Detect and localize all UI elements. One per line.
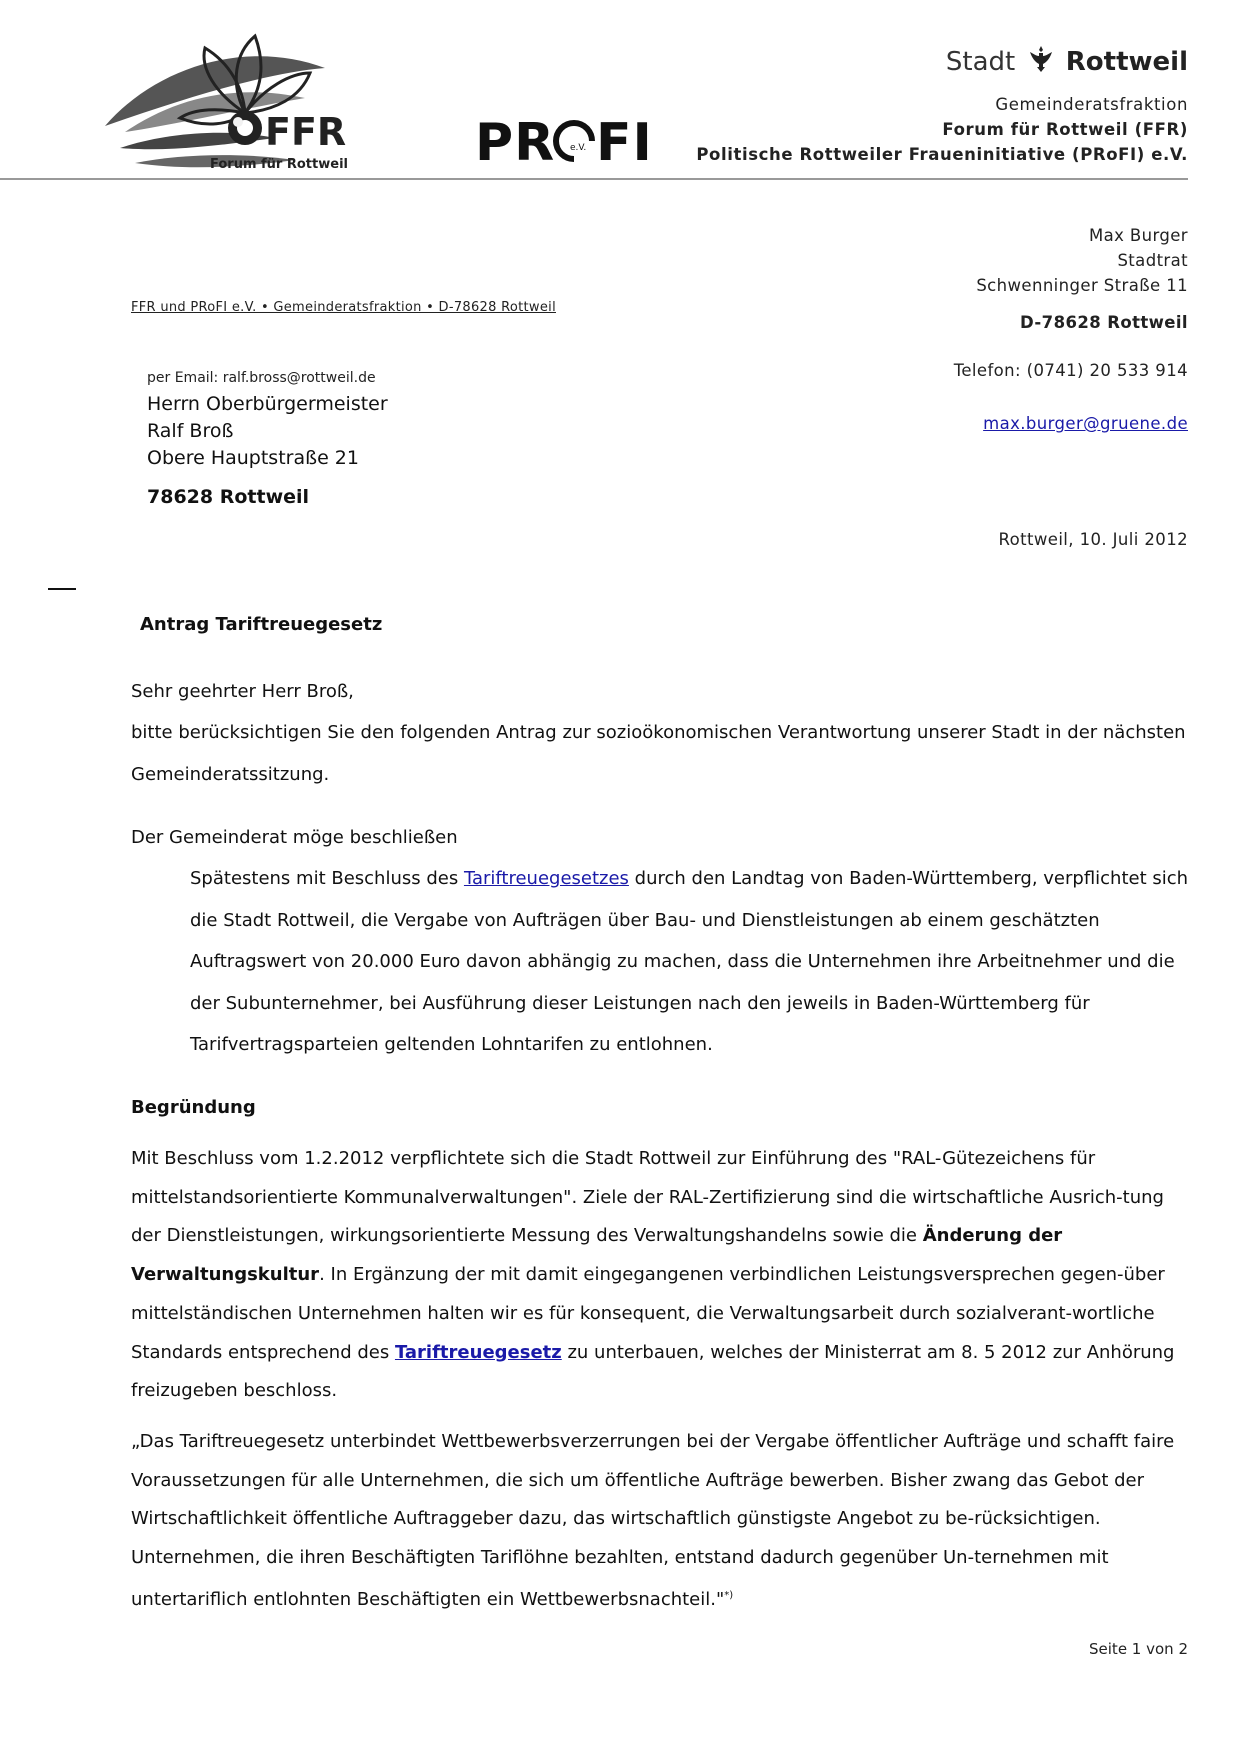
- recipient-title: Herrn Oberbürgermeister: [147, 393, 388, 415]
- header-fraktion: Gemeinderatsfraktion: [995, 95, 1188, 114]
- page-number: Seite 1 von 2: [1089, 1640, 1188, 1658]
- rottweil-word: Rottweil: [1065, 47, 1188, 77]
- stadt-rottweil-logo: [946, 44, 1188, 77]
- recipient-city: 78628 Rottweil: [147, 486, 310, 508]
- recipient-email: per Email: ralf.bross@rottweil.de: [147, 370, 376, 386]
- motion-text-post: durch den Landtag von Baden-Württemberg, verpflichtet sich die Stadt Rottweil, die Vergabe von Aufträgen über Bau- und Dienstleistungen ab einem geschätzten Auftragswert von 20.000 Euro davon abhängig zu machen, dass die Unternehmen ihre Arbeitnehmer und die der Subunternehmer, bei Ausführung dieser Leistungen nach den jeweils in Baden-Württemberg für Tarifvertragsparteien geltenden Lohntarifen zu entlohnen.: [190, 868, 1189, 1055]
- svg-text:PR: PR: [475, 113, 556, 168]
- reason-text-1: Mit Beschluss vom 1.2.2012 verpflichtete sich die Stadt Rottweil zur Einführung des "RAL-Gütezeichens für mittelstandsorientierte Kommunalverwaltungen". Ziele der RAL-Zertifizierung sind die wirtschaftliche Ausrich-tung der Dienstleistungen, wirkungsorientierte Messung des Verwaltungshandelns sowie die: [131, 1148, 1164, 1247]
- ffr-logo: [95, 28, 395, 173]
- reason-text-2: . In Ergänzung der mit damit eingegangenen verbindlichen Leistungsversprechen gegen-über mittelständischen Unternehmen halten wir es für konsequent, die Verwaltungsarbeit durch sozialverant-wortliche Standards entsprechend des: [131, 1264, 1165, 1363]
- recipient-name: Ralf Broß: [147, 420, 234, 442]
- recipient-street: Obere Hauptstraße 21: [147, 447, 359, 469]
- sender-name: Max Burger: [1088, 226, 1188, 245]
- svg-text:FI: FI: [596, 113, 653, 168]
- ffr-logo-name: FFR: [265, 110, 347, 154]
- fold-mark: [48, 588, 76, 590]
- tariftreuegesetz-link[interactable]: Tariftreuegesetz: [394, 1341, 562, 1363]
- reason-bold: Änderung der Verwaltungskultur: [131, 1225, 1063, 1286]
- tariftreuegesetzes-link[interactable]: Tariftreuegesetzes: [463, 868, 629, 889]
- ffr-logo-tagline: Forum für Rottweil: [210, 157, 348, 172]
- header-ffr: Forum für Rottweil (FFR): [942, 120, 1188, 139]
- quote-text: „Das Tariftreuegesetz unterbindet Wettbewerbsverzerrungen bei der Vergabe öffentlicher Aufträge und schafft faire Voraussetzungen für alle Unternehmen, die sich um öffentliche Aufträge bewerben. Bisher zwang das Gebot der Wirtschaftlichkeit öffentliche Auftraggeber dazu, das wirtschaftlich günstigste Angebot zu be-rücksichtigen. Unternehmen, die ihren Beschäftigten Tariflöhne bezahlten, entstand dadurch gegenüber Un-ternehmen mit untertariflich entlohnten Beschäftigten ein Wettbewerbsnachteil.": [131, 1431, 1175, 1610]
- return-address: FFR und PRoFI e.V. • Gemeinderatsfraktion • D-78628 Rottweil: [131, 300, 556, 315]
- sender-email-link[interactable]: max.burger@gruene.de: [983, 414, 1188, 433]
- reason-paragraph: [131, 1140, 1189, 1411]
- intro-paragraph: bitte berücksichtigen Sie den folgenden Antrag zur sozioökonomischen Verantwortung unserer Stadt in der nächsten Gemeinderatssitzung.: [131, 722, 1186, 785]
- letter-date: Rottweil, 10. Juli 2012: [998, 530, 1188, 549]
- header-profi: Politische Rottweiler Fraueninitiative (PRoFI) e.V.: [696, 145, 1188, 164]
- motion-text-pre: Spätestens mit Beschluss des: [190, 868, 464, 889]
- reason-heading: Begründung: [131, 1097, 256, 1118]
- quote-footnote-mark: *): [724, 1590, 734, 1601]
- sender-city: D-78628 Rottweil: [1020, 313, 1188, 332]
- sender-phone: Telefon: (0741) 20 533 914: [953, 361, 1188, 380]
- stadt-word: Stadt: [945, 47, 1016, 77]
- profi-logo: [475, 108, 655, 168]
- letter-subject: Antrag Tariftreuegesetz: [140, 614, 383, 635]
- eagle-icon: [1028, 44, 1054, 74]
- motion-text: [190, 858, 1190, 1066]
- sender-street: Schwenninger Straße 11: [976, 276, 1188, 295]
- motion-lead: Der Gemeinderat möge beschließen: [131, 827, 458, 848]
- reason-text-3: zu unterbauen, welches der Ministerrat am 8. 5 2012 zur Anhörung freizugeben beschloss.: [131, 1341, 1175, 1402]
- quote-paragraph: [131, 1423, 1189, 1620]
- salutation: Sehr geehrter Herr Broß,: [131, 681, 354, 702]
- profi-ev: e.V.: [570, 143, 587, 153]
- header-divider: [0, 178, 1188, 180]
- sender-role: Stadtrat: [1117, 251, 1188, 270]
